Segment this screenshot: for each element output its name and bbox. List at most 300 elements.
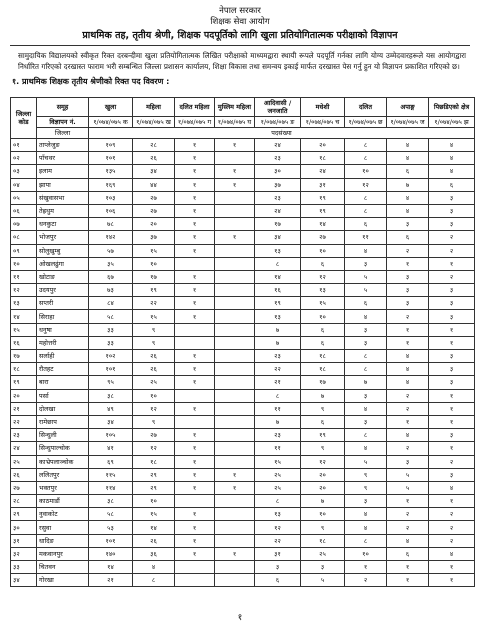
section-title: १. प्राथमिक शिक्षक तृतीय श्रेणीको रिक्त पद विवरण : [12, 77, 170, 86]
post-count-cell: ६ [387, 165, 429, 178]
post-count-cell: २ [387, 389, 429, 402]
district-code-cell: १७ [11, 350, 37, 363]
post-count-cell: ३ [429, 468, 475, 481]
post-count-cell: ३ [255, 561, 301, 574]
header-district-code: जिल्ला कोड [11, 98, 37, 139]
post-count-cell: ३४ [133, 165, 175, 178]
post-count-cell: १ [175, 521, 215, 534]
post-count-cell: ३३ [89, 336, 133, 349]
post-count-cell: १ [175, 429, 215, 442]
post-count-cell: १ [175, 218, 215, 231]
post-count-cell: १ [215, 468, 255, 481]
district-name-cell: खोटाङ [37, 270, 89, 283]
district-code-cell: २८ [11, 495, 37, 508]
post-count-cell [215, 152, 255, 165]
table-row [11, 310, 475, 323]
post-count-cell: ४ [387, 191, 429, 204]
table-row [11, 336, 475, 349]
post-count-cell: ३३ [89, 323, 133, 336]
district-code-cell: ०६ [11, 204, 37, 217]
district-code-cell: १६ [11, 336, 37, 349]
post-count-cell: ९ [133, 323, 175, 336]
post-count-cell [215, 429, 255, 442]
post-count-cell: ५ [301, 574, 345, 587]
post-count-cell: १ [175, 455, 215, 468]
post-count-cell: ३० [255, 165, 301, 178]
post-count-cell: १ [175, 534, 215, 547]
post-count-cell: १०१ [89, 152, 133, 165]
district-name-cell: तेह्रथुम [37, 204, 89, 217]
post-count-cell: ११ [345, 231, 387, 244]
post-count-cell: १ [429, 495, 475, 508]
header-dalit: दलित [345, 98, 387, 117]
post-count-cell [175, 336, 215, 349]
post-count-cell: ५ [345, 284, 387, 297]
header-disabled: अपाङ्ग [387, 98, 429, 117]
post-count-cell: २६ [133, 534, 175, 547]
district-code-cell: ०८ [11, 231, 37, 244]
post-count-cell [215, 455, 255, 468]
post-count-cell: ९ [345, 468, 387, 481]
post-count-cell: १ [175, 204, 215, 217]
post-count-cell: ३८ [89, 389, 133, 402]
post-count-cell: १ [175, 363, 215, 376]
post-count-cell: १ [387, 495, 429, 508]
post-count-cell: ६ [387, 547, 429, 560]
post-count-cell: ११ [255, 402, 301, 415]
post-count-cell: ५८ [89, 508, 133, 521]
post-count-cell: १० [301, 508, 345, 521]
post-count-cell: ६ [255, 574, 301, 587]
post-count-cell: ५ [387, 481, 429, 494]
post-count-cell: १ [175, 481, 215, 494]
header-adv-no: विज्ञापन नं. [37, 117, 89, 128]
post-count-cell: १० [345, 547, 387, 560]
post-count-cell: ४४ [133, 178, 175, 191]
post-count-cell: ३ [387, 218, 429, 231]
post-count-cell [175, 415, 215, 428]
post-count-cell: ४१ [89, 442, 133, 455]
post-count-cell: ४ [429, 139, 475, 152]
district-name-cell: धनुषा [37, 323, 89, 336]
post-count-cell: २० [133, 218, 175, 231]
post-count-cell: २७ [133, 429, 175, 442]
header-backward-region: पिछडिएको क्षेत्र [429, 98, 475, 117]
post-count-cell: १३५ [89, 165, 133, 178]
post-count-cell: ८ [345, 350, 387, 363]
district-name-cell: सर्लाही [37, 350, 89, 363]
table-row [11, 402, 475, 415]
table-row [11, 481, 475, 494]
post-count-cell: १ [215, 139, 255, 152]
post-count-cell: २ [429, 244, 475, 257]
district-name-cell: रसुवा [37, 521, 89, 534]
post-count-cell: ८ [345, 429, 387, 442]
table-row [11, 468, 475, 481]
district-name-cell: ओखलढुंगा [37, 257, 89, 270]
district-name-cell: संखुवासभा [37, 191, 89, 204]
post-count-cell: ४ [387, 376, 429, 389]
post-count-cell: १४ [133, 521, 175, 534]
post-count-cell: २ [429, 455, 475, 468]
post-count-cell: ७ [255, 336, 301, 349]
post-count-cell: १९ [255, 297, 301, 310]
post-count-cell: १ [215, 547, 255, 560]
district-name-cell: भक्तपुर [37, 481, 89, 494]
district-code-cell: २४ [11, 442, 37, 455]
post-count-cell: १ [175, 402, 215, 415]
table-row [11, 547, 475, 560]
government-name: नेपाल सरकार [219, 6, 261, 16]
post-count-cell [215, 191, 255, 204]
post-count-cell [215, 402, 255, 415]
post-count-cell: २१ [255, 376, 301, 389]
post-count-cell [215, 495, 255, 508]
table-row [11, 244, 475, 257]
post-count-cell: १८ [133, 455, 175, 468]
post-count-cell: १५ [301, 297, 345, 310]
post-count-cell: १ [429, 561, 475, 574]
district-name-cell: भोजपुर [37, 231, 89, 244]
post-count-cell: ७ [255, 415, 301, 428]
post-count-cell: ३१ [301, 178, 345, 191]
district-code-cell: ०७ [11, 218, 37, 231]
post-count-cell: १ [175, 508, 215, 521]
post-count-cell: १ [429, 389, 475, 402]
post-count-cell: २९ [133, 481, 175, 494]
post-count-cell: १६९ [89, 178, 133, 191]
table-row [11, 257, 475, 270]
post-count-cell: २० [301, 481, 345, 494]
post-count-cell: ११४ [89, 481, 133, 494]
post-count-cell: ४ [429, 481, 475, 494]
post-count-cell [215, 561, 255, 574]
post-count-cell [215, 508, 255, 521]
post-count-cell: ११५ [89, 468, 133, 481]
post-count-cell: ६९ [89, 455, 133, 468]
district-code-cell: २७ [11, 481, 37, 494]
table-row [11, 455, 475, 468]
vacancy-table [10, 97, 475, 587]
district-name-cell: चितवन [37, 561, 89, 574]
post-count-cell [175, 323, 215, 336]
post-count-cell: १४ [301, 218, 345, 231]
adv-number: १/०७४/०७५ छ [345, 117, 387, 128]
post-count-cell [215, 415, 255, 428]
district-name-cell: धादिङ [37, 534, 89, 547]
header-muslim-women: मुस्लिम महिला [215, 98, 255, 117]
post-count-cell: ४ [387, 429, 429, 442]
post-count-cell: ५ [345, 455, 387, 468]
post-count-cell: ३४ [89, 415, 133, 428]
district-name-cell: काठमाडौं [37, 495, 89, 508]
post-count-cell: ७८ [89, 218, 133, 231]
post-count-cell: २६ [133, 363, 175, 376]
post-count-cell: ४ [429, 152, 475, 165]
post-count-cell [215, 310, 255, 323]
table-row [11, 442, 475, 455]
post-count-cell [215, 376, 255, 389]
post-count-cell: १ [345, 561, 387, 574]
document-header [0, 0, 480, 42]
post-count-cell: १ [429, 257, 475, 270]
adv-number: १/०७४/०७५ ङ [255, 117, 301, 128]
table-body [11, 139, 475, 587]
post-count-cell: १०३ [89, 191, 133, 204]
header-district: जिल्ला [37, 128, 89, 139]
district-name-cell: झापा [37, 178, 89, 191]
district-name-cell: काभ्रेपलाञ्चोक [37, 455, 89, 468]
district-name-cell: धनकुटा [37, 218, 89, 231]
district-name-cell: ताप्लेजुङ [37, 139, 89, 152]
post-count-cell: २६ [133, 350, 175, 363]
post-count-cell: १०६ [89, 204, 133, 217]
post-count-cell: ३७ [133, 231, 175, 244]
post-count-cell: १० [301, 310, 345, 323]
post-count-cell: ५३ [89, 521, 133, 534]
post-count-cell: ३ [429, 363, 475, 376]
post-count-cell: १ [215, 178, 255, 191]
post-count-cell: २४ [255, 204, 301, 217]
table-row [11, 389, 475, 402]
post-count-cell: १२ [301, 270, 345, 283]
post-count-cell: १ [175, 310, 215, 323]
district-code-cell: ३१ [11, 534, 37, 547]
post-count-cell: ४ [387, 139, 429, 152]
district-name-cell: रामेछाप [37, 415, 89, 428]
post-count-cell: २ [429, 270, 475, 283]
post-count-cell: ७ [255, 323, 301, 336]
table-row [11, 376, 475, 389]
post-count-cell [215, 336, 255, 349]
post-count-cell: १६ [255, 284, 301, 297]
adv-number: १/०७४/०७५ ख [133, 117, 175, 128]
post-count-cell [215, 204, 255, 217]
adv-number: १/०७४/०७५ ग [175, 117, 215, 128]
post-count-cell: १९ [301, 429, 345, 442]
district-name-cell: पाँचथर [37, 152, 89, 165]
district-code-cell: ०३ [11, 165, 37, 178]
post-count-cell: ४ [345, 521, 387, 534]
post-count-cell: ४ [429, 165, 475, 178]
post-count-cell: १८ [301, 363, 345, 376]
district-code-cell: १८ [11, 363, 37, 376]
district-name-cell: सोलुखुम्बु [37, 244, 89, 257]
post-count-cell: २३ [255, 429, 301, 442]
district-code-cell: ०२ [11, 152, 37, 165]
post-count-cell: ७ [345, 376, 387, 389]
post-count-cell: १ [387, 561, 429, 574]
table-row [11, 165, 475, 178]
post-count-cell: ४९ [89, 402, 133, 415]
post-count-cell: २५ [133, 376, 175, 389]
post-count-cell: १ [387, 574, 429, 587]
table-row [11, 178, 475, 191]
post-count-cell: ५ [387, 468, 429, 481]
district-code-cell: २० [11, 389, 37, 402]
post-count-cell: १ [175, 244, 215, 257]
post-count-cell: ६ [345, 218, 387, 231]
post-count-cell: १२ [255, 521, 301, 534]
district-code-cell: २६ [11, 468, 37, 481]
post-count-cell: २१ [89, 574, 133, 587]
post-count-cell: १७ [133, 270, 175, 283]
post-count-cell: ४ [133, 561, 175, 574]
table-row [11, 495, 475, 508]
post-count-cell: १०१ [89, 363, 133, 376]
post-count-cell: २२ [255, 534, 301, 547]
table-row [11, 350, 475, 363]
post-count-cell: १८ [301, 350, 345, 363]
post-count-cell: २० [301, 468, 345, 481]
post-count-cell: १ [387, 336, 429, 349]
district-code-cell: ३० [11, 521, 37, 534]
post-count-cell: २६ [133, 152, 175, 165]
post-count-cell: १ [175, 284, 215, 297]
district-code-cell: १३ [11, 297, 37, 310]
post-count-cell: १३ [301, 284, 345, 297]
post-count-cell: २८ [133, 139, 175, 152]
post-count-cell: १२ [133, 402, 175, 415]
post-count-cell: ८ [345, 204, 387, 217]
post-count-cell: २ [429, 534, 475, 547]
post-count-cell: ४ [345, 442, 387, 455]
post-count-cell: २५ [255, 481, 301, 494]
table-row [11, 521, 475, 534]
post-count-cell: ८ [345, 139, 387, 152]
post-count-cell: १८ [301, 152, 345, 165]
post-count-cell: १५ [133, 508, 175, 521]
post-count-cell: ४ [345, 402, 387, 415]
post-count-cell: १ [429, 402, 475, 415]
post-count-cell: २७ [133, 204, 175, 217]
post-count-cell: २३ [255, 350, 301, 363]
post-count-cell: ४ [387, 534, 429, 547]
adv-number: १/०७४/०७५ क [89, 117, 133, 128]
table-row [11, 508, 475, 521]
post-count-cell: ३१ [255, 547, 301, 560]
adv-number: १/०७४/०७५ घ [215, 117, 255, 128]
post-count-cell: २४ [301, 165, 345, 178]
post-count-cell: १०५ [89, 429, 133, 442]
post-count-cell: ४ [387, 152, 429, 165]
post-count-cell: १० [133, 389, 175, 402]
post-count-cell: १ [387, 257, 429, 270]
post-count-cell [215, 521, 255, 534]
post-count-cell: ३ [345, 389, 387, 402]
post-count-cell: १४० [89, 547, 133, 560]
post-count-cell: ९ [133, 415, 175, 428]
district-code-cell: १२ [11, 284, 37, 297]
post-count-cell: ५७ [89, 244, 133, 257]
post-count-cell: ३ [429, 297, 475, 310]
post-count-cell: ८ [255, 389, 301, 402]
post-count-cell: २९ [133, 468, 175, 481]
district-name-cell: मकवानपुर [37, 547, 89, 560]
page-number: १ [237, 613, 243, 623]
post-count-cell [215, 297, 255, 310]
post-count-cell: ३ [387, 297, 429, 310]
post-count-cell: १ [175, 376, 215, 389]
post-count-cell: ७३ [89, 284, 133, 297]
post-count-cell: ८ [255, 257, 301, 270]
post-count-cell: २५ [255, 468, 301, 481]
table-row [11, 204, 475, 217]
district-code-cell: १४ [11, 310, 37, 323]
district-code-cell: १० [11, 257, 37, 270]
post-count-cell: २ [387, 244, 429, 257]
post-count-cell [215, 257, 255, 270]
post-count-cell: १३ [255, 508, 301, 521]
post-count-cell: १५ [255, 455, 301, 468]
table-row [11, 270, 475, 283]
post-count-cell: १ [175, 547, 215, 560]
table-row [11, 231, 475, 244]
header-dalit-women: दलित महिला [175, 98, 215, 117]
district-code-cell: ३४ [11, 574, 37, 587]
post-count-cell [215, 442, 255, 455]
post-count-cell [215, 574, 255, 587]
post-count-cell: ३ [387, 455, 429, 468]
post-count-cell: ४ [387, 204, 429, 217]
table-row [11, 534, 475, 547]
post-count-cell: ११ [255, 442, 301, 455]
district-code-cell: २५ [11, 455, 37, 468]
post-count-cell: ६ [429, 178, 475, 191]
post-count-cell: ८४ [89, 297, 133, 310]
post-count-cell: ७ [301, 495, 345, 508]
post-count-cell: १ [429, 574, 475, 587]
post-count-cell: १ [175, 178, 215, 191]
district-name-cell: गोरखा [37, 574, 89, 587]
post-count-cell: ४ [387, 363, 429, 376]
post-count-cell: १४ [255, 270, 301, 283]
post-count-cell: ८ [255, 495, 301, 508]
post-count-cell: ८ [345, 152, 387, 165]
post-count-cell: १५ [133, 310, 175, 323]
header-indigenous: आदिवासी / जनजाति [255, 98, 301, 117]
post-count-cell: ३ [429, 429, 475, 442]
post-count-cell: १७ [255, 218, 301, 231]
post-count-cell: १४२ [89, 231, 133, 244]
post-count-cell: १ [215, 231, 255, 244]
post-count-cell: १३ [255, 244, 301, 257]
post-count-cell: २ [387, 442, 429, 455]
post-count-cell [215, 534, 255, 547]
post-count-cell: २ [429, 508, 475, 521]
district-code-cell: ०५ [11, 191, 37, 204]
table-row [11, 561, 475, 574]
post-count-cell: २४ [255, 139, 301, 152]
post-count-cell: ३ [429, 310, 475, 323]
post-count-cell: ७ [387, 178, 429, 191]
post-count-cell: १ [175, 152, 215, 165]
post-count-cell: १ [387, 323, 429, 336]
post-count-cell: १९ [301, 204, 345, 217]
post-count-cell: १८ [301, 534, 345, 547]
adv-number: १/०७४/०७५ च [301, 117, 345, 128]
post-count-cell: ८ [345, 191, 387, 204]
post-count-cell: ४ [429, 547, 475, 560]
post-count-cell: ४ [387, 350, 429, 363]
table-row [11, 191, 475, 204]
district-name-cell: महोत्तरी [37, 336, 89, 349]
post-count-cell: ६ [301, 257, 345, 270]
post-count-cell [215, 363, 255, 376]
post-count-cell: २० [301, 139, 345, 152]
post-count-cell: ३४ [255, 231, 301, 244]
post-count-cell: १०२ [89, 350, 133, 363]
